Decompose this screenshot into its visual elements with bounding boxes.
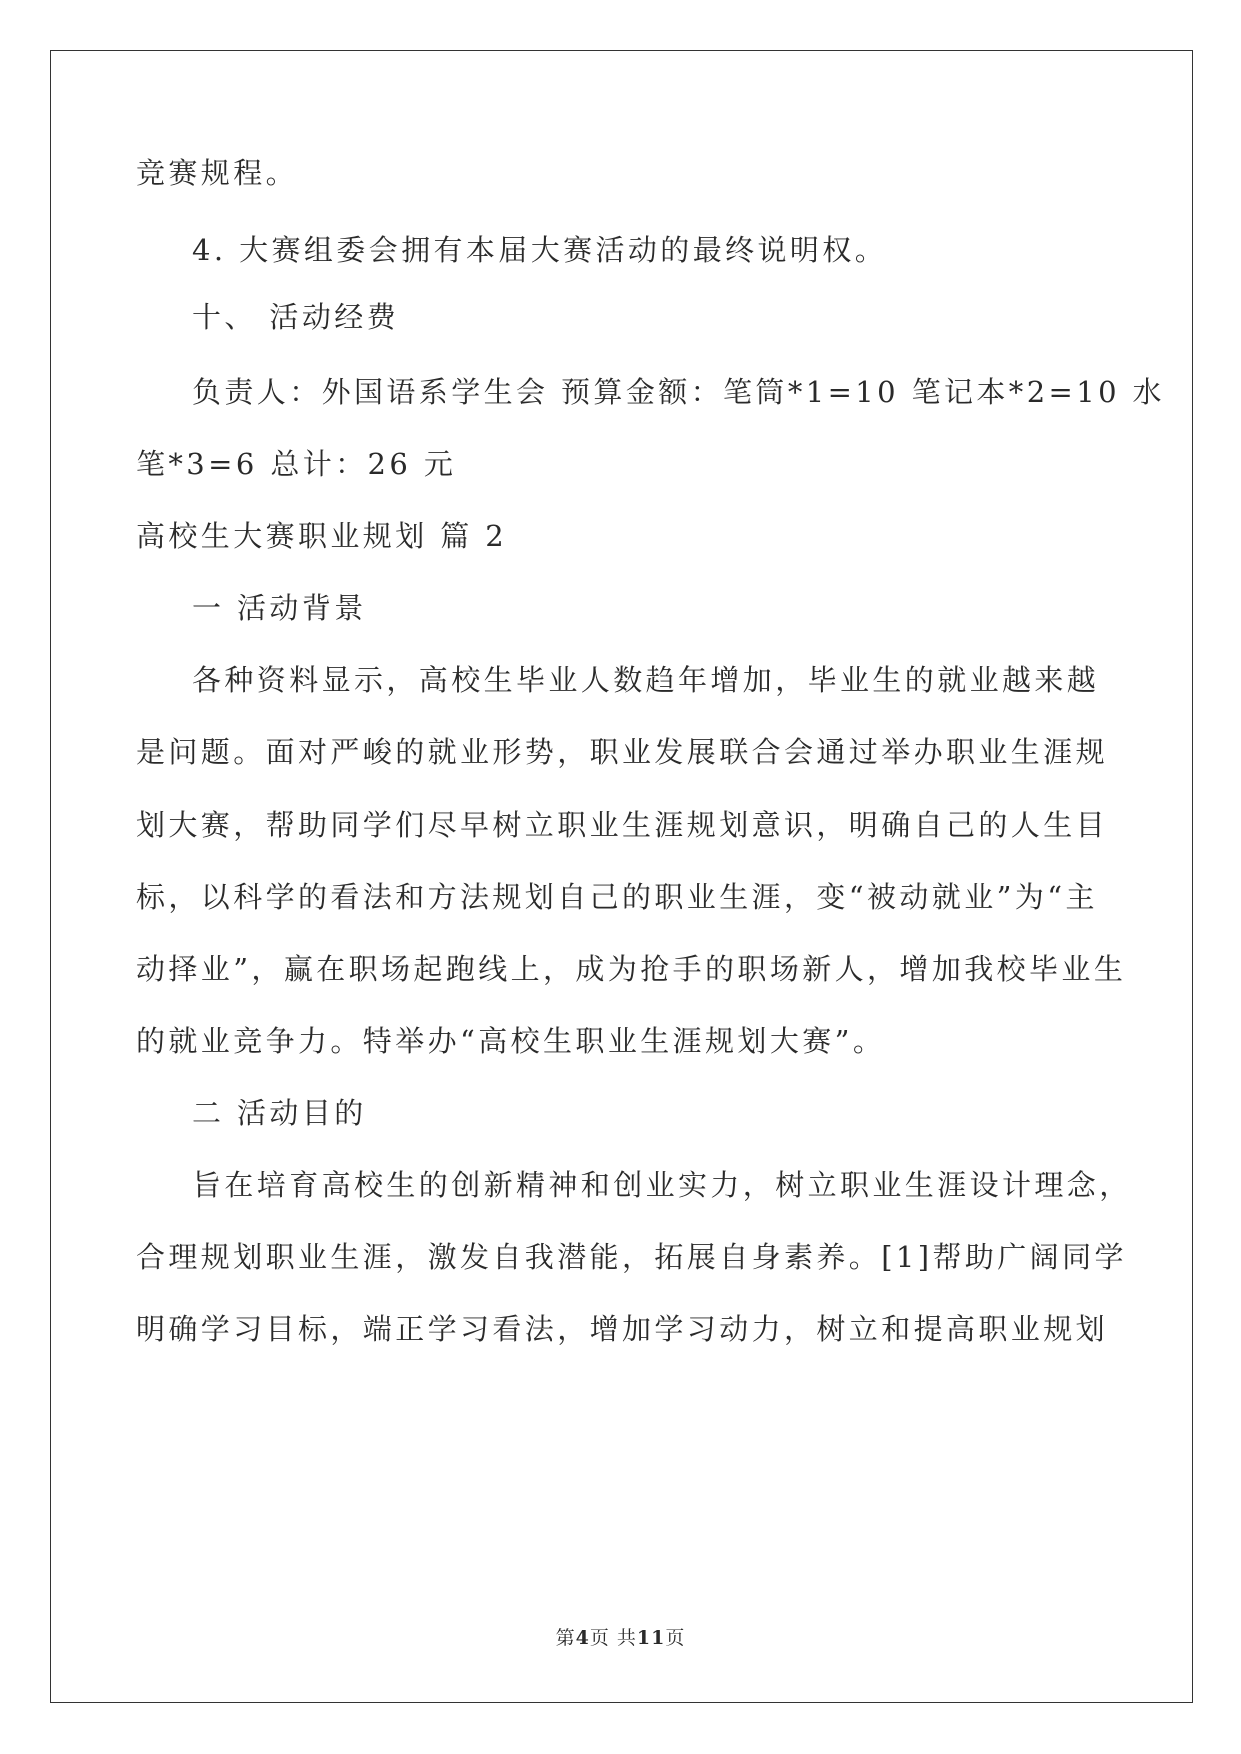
text-line: 合理规划职业生涯，激发自我潜能，拓展自身素养。[1]帮助广阔同学 — [136, 1240, 1127, 1274]
text-line: 负责人：外国语系学生会 预算金额：笔筒*1=10 笔记本*2=10 水 — [192, 375, 1165, 409]
text-line: 笔*3=6 总计：26 元 — [136, 447, 457, 481]
text-line: 各种资料显示，高校生毕业人数趋年增加，毕业生的就业越来越 — [192, 663, 1100, 697]
text-line: 4. 大赛组委会拥有本届大赛活动的最终说明权。 — [192, 233, 888, 267]
text-line: 竞赛规程。 — [136, 156, 299, 190]
text-line: 旨在培育高校生的创新精神和创业实力，树立职业生涯设计理念， — [192, 1168, 1132, 1202]
article-title: 高校生大赛职业规划 篇 2 — [136, 519, 508, 553]
text-line: 标，以科学的看法和方法规划自己的职业生涯，变“被动就业”为“主 — [136, 880, 1098, 914]
text-line: 是问题。面对严峻的就业形势，职业发展联合会通过举办职业生涯规 — [136, 735, 1109, 769]
footer-prefix: 第 — [555, 1627, 576, 1649]
current-page-number: 4 — [575, 1627, 590, 1649]
footer-middle: 页 共 — [589, 1627, 637, 1649]
section-heading: 一 活动背景 — [192, 591, 367, 625]
total-page-number: 11 — [636, 1627, 666, 1649]
section-heading: 十、 活动经费 — [192, 300, 400, 334]
text-line: 明确学习目标，端正学习看法，增加学习动力，树立和提高职业规划 — [136, 1312, 1109, 1346]
text-line: 动择业”，赢在职场起跑线上，成为抢手的职场新人，增加我校毕业生 — [136, 952, 1127, 986]
text-line: 划大赛，帮助同学们尽早树立职业生涯规划意识，明确自己的人生目 — [136, 808, 1109, 842]
section-heading: 二 活动目的 — [192, 1096, 367, 1130]
text-line: 的就业竞争力。特举办“高校生职业生涯规划大赛”。 — [136, 1024, 886, 1058]
footer-suffix: 页 — [665, 1627, 686, 1649]
page-footer — [0, 1623, 1241, 1650]
